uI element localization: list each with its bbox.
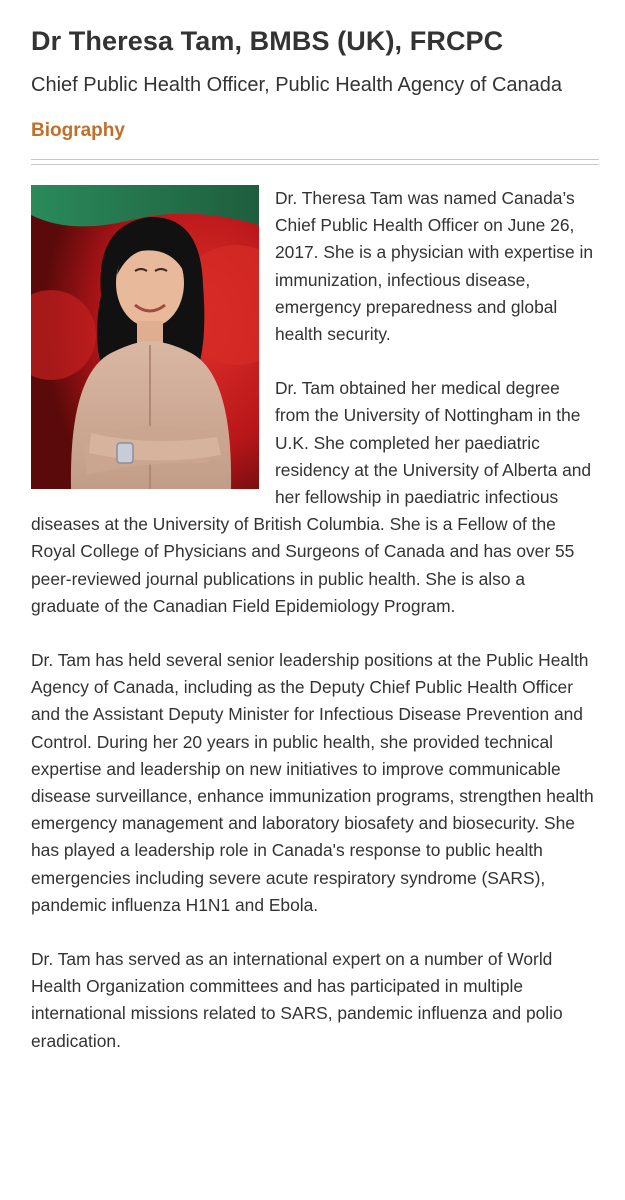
biography-text [31,185,598,1055]
section-heading-biography: Biography [31,120,125,141]
section-divider [31,159,599,165]
page-title: Dr Theresa Tam, BMBS (UK), FRCPC [31,26,504,56]
bio-paragraph: Dr. Tam has served as an international expert on a number of World Health Organization committees and has participated in multiple international missions related to SARS, pandemic influenza and polio eradication. [31,949,563,1051]
portrait-photo [31,185,259,489]
portrait-illustration [31,185,259,489]
job-title: Chief Public Health Officer, Public Health Agency of Canada [31,74,563,96]
bio-paragraph: Dr. Tam has held several senior leadership positions at the Public Health Agency of Canada, including as the Deputy Chief Public Health Officer and the Assistant Deputy Minister for Infectious Disease Prevention and Control. During her 20 years in public health, she provided technical expertise and leadership on new initiatives to improve communicable disease surveillance, enhance immunization programs, strengthen health emergency management and laboratory biosafety and biosecurity. She has played a leadership role in Canada's response to public health emergencies including severe acute respiratory syndrome (SARS), pandemic influenza H1N1 and Ebola. [31,650,594,915]
bio-paragraph: Dr. Theresa Tam was named Canada’s Chief Public Health Officer on June 26, 2017. She is a physician with expertise in immunization, infectious disease, emergency preparedness and global health security. [275,188,594,345]
bio-paragraph: Dr. Tam obtained her medical degree from the University of Nottingham in the U.K. She completed her paediatric residency at the University of Alberta and her fellowship in paediatric infectious diseases at the University of British Columbia. She is a Fellow of the Royal College of Physicians and Surgeons of Canada and has over 55 peer-reviewed journal publications in public health. She is also a graduate of the Canadian Field Epidemiology Program. [31,378,592,616]
